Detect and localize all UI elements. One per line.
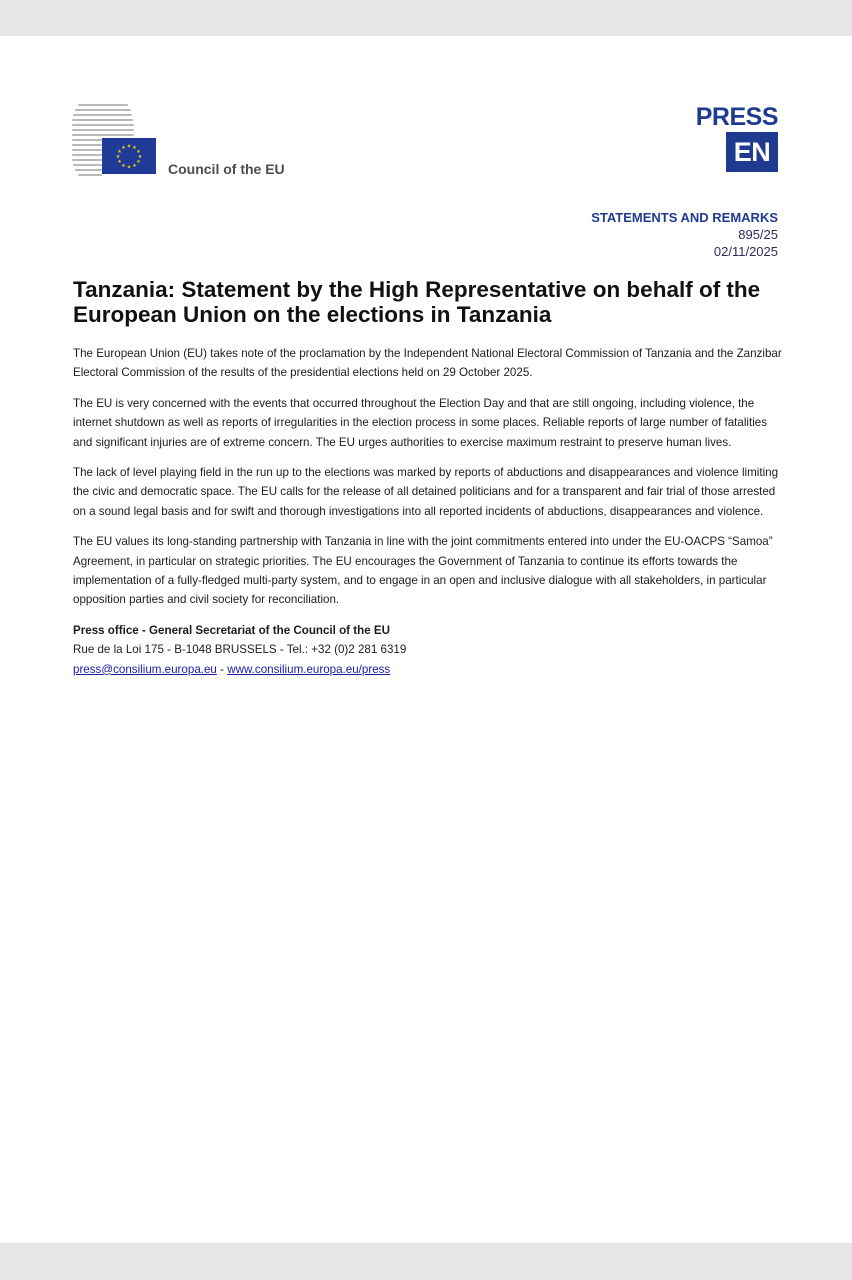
contact-links (73, 660, 785, 679)
press-office-name: Press office - General Secretariat of the Council of the EU (73, 623, 390, 637)
svg-text:★: ★ (121, 163, 126, 169)
paragraph: The lack of level playing field in the run up to the elections was marked by reports of abductions and disappearances and violence limiting the civic and democratic space. The EU calls for the release of all detained politicians and for a transparent and fair trial of those arrested on a sound legal basis and for swift and thorough investigations into all reported incidents of abductions, disappearances and violence. (73, 466, 779, 518)
press-office-address: Rue de la Loi 175 - B-1048 BRUSSELS - Tel.: +32 (0)2 281 6319 (73, 643, 407, 657)
link-separator: - (216, 662, 228, 676)
contact-block (73, 621, 785, 679)
page-title: Tanzania: Statement by the High Representative on behalf of the European Union on the elections in Tanzania (73, 277, 761, 327)
svg-text:★: ★ (115, 154, 121, 160)
language-badge: EN (726, 132, 778, 172)
document-page (0, 36, 852, 1243)
svg-text:★: ★ (126, 164, 132, 171)
press-label: PRESS (695, 103, 778, 131)
press-badge (696, 104, 778, 172)
email-link[interactable]: press@consilium.europa.eu (73, 662, 217, 676)
paragraph: The European Union (EU) takes note of the proclamation by the Independent National Electoral Commission of Tanzania and the Zanzibar Electoral Commission of the results of the presidential elections held on 29 October 2025. (73, 347, 782, 380)
svg-text:★: ★ (126, 143, 132, 150)
svg-text:★: ★ (137, 154, 143, 160)
paragraph: The EU values its long-standing partnership with Tanzania in line with the joint commitments entered into under the EU-OACPS “Samoa” Agreement, in particular on strategic priorities. The EU encourages the Government of Tanzania to continue its efforts towards the implementation of a fully-fledged multi-party system, and to engage in an open and inclusive dialogue with all stakeholders, in particular opposition parties and civil society for reconciliation. (73, 535, 773, 607)
statement-body (73, 344, 785, 679)
document-meta (591, 209, 778, 260)
svg-text:★: ★ (132, 163, 137, 169)
website-link[interactable]: www.consilium.europa.eu/press (227, 662, 391, 676)
svg-text:★: ★ (136, 159, 141, 165)
document-number: 895/25 (738, 227, 778, 242)
document-date: 02/11/2025 (713, 244, 778, 259)
svg-text:★: ★ (132, 145, 137, 151)
eu-flag-icon (102, 138, 156, 174)
document-category: STATEMENTS AND REMARKS (591, 210, 778, 225)
svg-text:★: ★ (121, 145, 126, 151)
svg-text:★: ★ (136, 149, 141, 155)
org-name: Council of the EU (168, 161, 285, 177)
svg-text:★: ★ (117, 159, 122, 165)
svg-text:★: ★ (117, 149, 122, 155)
council-logo (72, 102, 292, 182)
paragraph: The EU is very concerned with the events that occurred throughout the Election Day and that are still ongoing, including violence, the internet shutdown as well as reports of irregularities in the election process in some places. Reliable reports of large number of fatalities and significant injuries are of extreme concern. The EU urges authorities to exercise maximum restraint to preserve human lives. (73, 396, 768, 449)
